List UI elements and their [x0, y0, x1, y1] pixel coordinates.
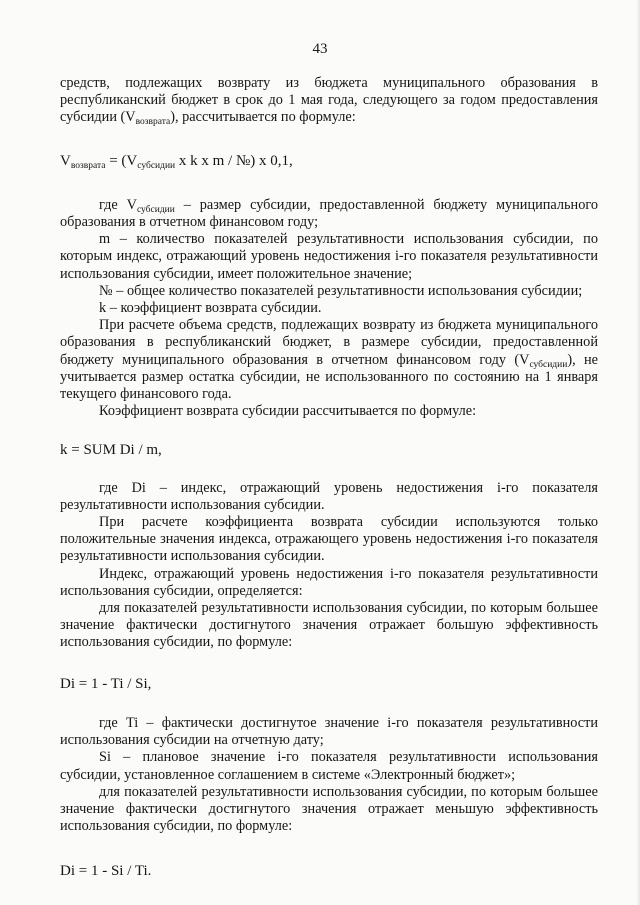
text: – размер субсидии, предоставленной бюджету муниципального образования в отчетном финансовом году; [60, 196, 598, 231]
formula-di-greater: Di = 1 - Ti / Si, [60, 675, 152, 692]
paragraph-greater-efficiency: для показателей результативности использования субсидии, по которым большее значение фактически достигнутого значения отражает большую эффективность использования субсидии, по формуле: [60, 600, 598, 651]
subscript: возврата [135, 117, 171, 128]
definition-n: № – общее количество показателей результативности использования субсидии; [99, 282, 583, 299]
text: ), рассчитывается по формуле: [170, 109, 356, 126]
formula-text: x k x m / №) x 0,1, [175, 152, 293, 169]
subscript: возврата [70, 160, 106, 171]
subscript: субсидии [137, 160, 176, 171]
definition-k: k – коэффициент возврата субсидии. [99, 300, 322, 317]
definition-di: где Di – индекс, отражающий уровень недостижения i-го показателя результативности использования субсидии. [60, 479, 598, 513]
formula-di-lesser: Di = 1 - Si / Ti. [60, 863, 152, 880]
text: При расчете объема средств, подлежащих возврату из бюджета муниципального образования в республиканский бюджет, в размере субсидии, предоставленной бюджету муниципального образования в отчетном финансовом году (V [60, 317, 598, 368]
formula-symbol: V [60, 152, 71, 169]
text: где V [99, 196, 137, 213]
paragraph-coefficient: Коэффициент возврата субсидии рассчитывается по формуле: [99, 403, 477, 420]
formula-coefficient: k = SUM Di / m, [60, 442, 162, 459]
formula-return [60, 153, 598, 170]
subscript: субсидии [529, 359, 568, 370]
paragraph-positive-values: При расчете коэффициента возврата субсидии используются только положительные значения индекса, отражающего уровень недостижения i-го показателя результативности использования субсидии. [60, 514, 598, 565]
subscript: субсидии [136, 204, 175, 215]
paragraph-lesser-efficiency: для показателей результативности использования субсидии, по которым большее значение фактически достигнутого значения отражает меньшую эффективность использования субсидии, по формуле: [60, 783, 598, 835]
definition-ti: где Ti – фактически достигнутое значение i-го показателя результативности использования субсидии на отчетную дату; [60, 714, 598, 749]
definition-m: m – количество показателей результативности использования субсидии, по которым индекс, отражающий уровень недостижения i-го показателя результативности использования субсидии, имеет положительное значение; [60, 231, 598, 282]
definition-si: Si – плановое значение i-го показателя результативности использования субсидии, установленное соглашением в системе «Электронный бюджет»; [60, 749, 598, 783]
definition-v-subsidy [60, 197, 598, 231]
paragraph-index: Индекс, отражающий уровень недостижения i-го показателя результативности использования субсидии, определяется: [60, 565, 598, 599]
paragraph-return-amount [60, 75, 598, 127]
text: ), не учитывается размер остатка субсидии, не использованного по состоянию на 1 января текущего финансового года. [60, 351, 599, 403]
page-number: 43 [312, 41, 328, 57]
formula-text: = (V [105, 152, 138, 169]
text: средств, подлежащих возврату из бюджета муниципального образования в республиканский бюджет в срок до 1 мая года, следующего за годом предоставления субсидии (V [60, 75, 598, 126]
paragraph-calculation [60, 317, 598, 403]
document-body [60, 75, 598, 881]
